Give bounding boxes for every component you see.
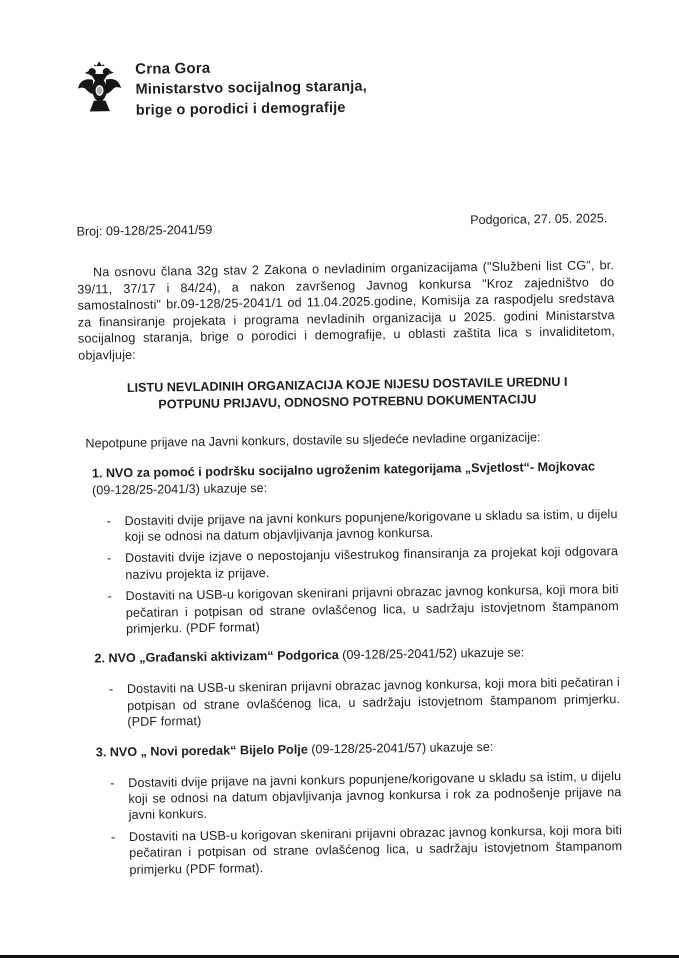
requirement-text: Dostaviti dvije izjave o nepostojanju višestrukog finansiranja za projekat koji odgovara nazivu projekta iz prijave. bbox=[124, 544, 619, 582]
nvo-suffix-3: (09-128/25-2041/57) ukazuje se: bbox=[311, 739, 494, 757]
requirement-item bbox=[109, 675, 621, 731]
requirement-item bbox=[107, 543, 618, 583]
dash-marker: - bbox=[107, 589, 112, 604]
nvo-suffix-1: (09-128/25-2041/3) ukazuje se: bbox=[92, 480, 268, 498]
requirement-item bbox=[111, 822, 623, 878]
ministry-name-block bbox=[135, 54, 367, 122]
intro-line: Nepotpune prijave na Javni konkurs, dostavile su sljedeće nevladine organizacije: bbox=[85, 429, 541, 451]
requirements-list-2 bbox=[83, 675, 621, 732]
place-and-date: Podgorica, 27. 05. 2025. bbox=[470, 211, 608, 228]
requirement-item bbox=[106, 506, 617, 546]
coat-of-arms-icon bbox=[76, 59, 123, 118]
header-ministry-line1: Ministarstvo socijalnog staranja, bbox=[135, 78, 368, 98]
dash-marker: - bbox=[110, 830, 116, 845]
requirement-text: Dostaviti na USB-u korigovan skenirani prijavni obrazac javnog konkursa, koji mora biti pečatiran i potpisan od strane ovlašćenog lica, u sadržaju istovjetnom štampanom primjerku (PDF format). bbox=[128, 822, 623, 877]
nvo-item-2 bbox=[82, 644, 620, 732]
requirement-item bbox=[107, 581, 619, 637]
nvo-suffix-2: (09-128/25-2041/52) ukazuje se: bbox=[342, 645, 525, 663]
dash-marker: - bbox=[110, 775, 115, 790]
document-number: Broj: 09-128/25-2041/59 bbox=[76, 222, 213, 239]
dash-marker: - bbox=[106, 513, 111, 528]
legal-basis-paragraph: Na osnovu člana 32g stav 2 Zakona o nevladinim organizacijama ("Službeni list CG", br. 39/11, 37/17 i 84/24), a nakon završenog Javnog konkursa "Kroz zajedništvo do samostalnosti" br.09-128/25-2041/1 od 11.04.2025.godine, Komisija za raspodjelu sredstava za finansiranje projekata i programa nevladinih organizacija u 2025. godini Ministarstva socijalnog staranja, brige o porodici i demografije, u oblasti zaštita lica s invaliditetom, objavljuje: bbox=[77, 258, 616, 363]
requirement-text: Dostaviti na USB-u korigovan skenirani prijavni obrazac javnog konkursa, koji mora biti pečatiran i potpisan od strane ovlašćenog lica, u sadržaju istovjetnom štampanom primjerku. (PDF format) bbox=[125, 582, 619, 636]
header-ministry-line2: brige o porodici i demografije bbox=[135, 99, 346, 119]
nvo-heading-1 bbox=[92, 458, 617, 499]
requirement-text: Dostaviti dvije prijave na javni konkurs popunjene/korigovane u skladu sa istim, u dijelu koji se odnosi na datum objavljivanja javnog konkursa. bbox=[124, 506, 618, 544]
nvo-item-3 bbox=[84, 737, 623, 879]
ministry-header bbox=[76, 50, 612, 122]
requirements-list-1 bbox=[80, 506, 619, 638]
nvo-heading-3 bbox=[96, 737, 621, 761]
document-title-line1: LISTU NEVLADINIH ORGANIZACIJA KOJE NIJESU DOSTAVILE UREDNU I bbox=[126, 374, 568, 395]
meta-row bbox=[76, 211, 613, 239]
document-title-line2: POTPUNU PRIJAVU, ODNOSNO POTREBNU DOKUMENTACIJU bbox=[158, 391, 537, 412]
nvo-name-2: 2. NVO „Građanski aktivizam“ Podgorica bbox=[94, 648, 339, 666]
requirement-item bbox=[110, 768, 622, 824]
scan-bottom-edge bbox=[0, 955, 679, 958]
header-country: Crna Gora bbox=[135, 59, 211, 78]
dash-marker: - bbox=[106, 551, 112, 566]
requirement-text: Dostaviti na USB-u skeniran prijavni obrazac javnog konkursa, koji mora biti pečatiran i potpisan od strane ovlašćenog lica, u sadržaju istovjetnom štampanom primjerku. (PDF format) bbox=[126, 675, 621, 730]
nvo-heading-2 bbox=[94, 644, 619, 668]
requirement-text: Dostaviti dvije prijave na javni konkurs popunjene/korigovane u skladu sa istim, u dijelu koji se odnosi na datum objavljivanja javnog konkursa i rok za podnošenje prijave na javni konkurs. bbox=[128, 768, 622, 823]
nvo-name-1: 1. NVO za pomoć i podršku socijalno ugroženim kategorijama „Svjetlost“- Mojkovac bbox=[91, 458, 596, 481]
nvo-item-1 bbox=[80, 458, 619, 638]
nvo-name-3: 3. NVO „ Novi poredak“ Bijelo Polje bbox=[95, 742, 308, 760]
requirements-list-3 bbox=[84, 768, 622, 879]
dash-marker: - bbox=[108, 682, 114, 697]
document-title bbox=[79, 373, 616, 414]
